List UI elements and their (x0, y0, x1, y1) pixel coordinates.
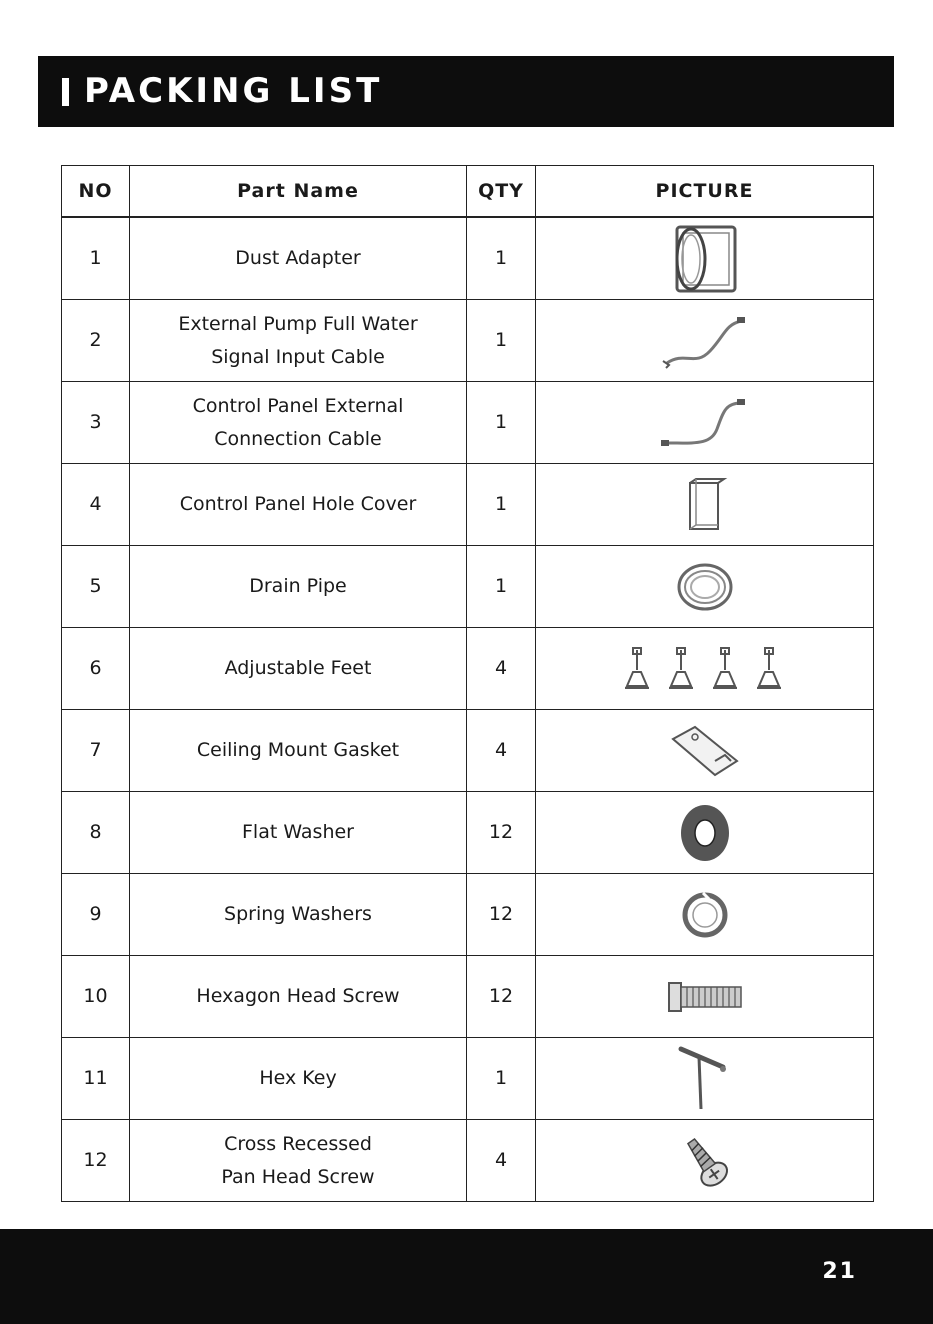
part-number: 10 (62, 956, 130, 1038)
table-row (62, 956, 874, 1038)
page-footer (0, 1229, 933, 1324)
table-header-row (62, 166, 874, 218)
part-number: 9 (62, 874, 130, 956)
part-quantity: 12 (467, 956, 536, 1038)
table-row (62, 628, 874, 710)
part-name-line: Control Panel Hole Cover (179, 493, 417, 515)
part-name (130, 628, 467, 710)
packing-list-table (61, 165, 874, 1202)
part-name (130, 792, 467, 874)
part-quantity: 12 (467, 792, 536, 874)
part-name-line: Ceiling Mount Gasket (196, 739, 400, 761)
table-row (62, 464, 874, 546)
pan-head-screw-icon (536, 1129, 873, 1193)
signal-cable-icon (536, 311, 873, 371)
part-number: 4 (62, 464, 130, 546)
part-quantity: 1 (467, 546, 536, 628)
part-name-line: Pan Head Screw (221, 1165, 375, 1188)
table-row (62, 1038, 874, 1120)
part-picture (536, 628, 874, 710)
part-quantity: 1 (467, 382, 536, 464)
part-number: 6 (62, 628, 130, 710)
hex-screw-icon (536, 975, 873, 1019)
part-number: 2 (62, 300, 130, 382)
column-header-part-name: Part Name (130, 166, 467, 218)
part-name (130, 956, 467, 1038)
part-picture (536, 1038, 874, 1120)
part-quantity: 1 (467, 464, 536, 546)
part-quantity: 4 (467, 710, 536, 792)
part-name-line: Signal Input Cable (211, 345, 385, 368)
table-row (62, 217, 874, 300)
part-picture (536, 382, 874, 464)
part-name-line: Spring Washers (224, 903, 372, 925)
part-number: 1 (62, 217, 130, 300)
spring-washer-icon (536, 889, 873, 941)
part-quantity: 12 (467, 874, 536, 956)
part-name (130, 1038, 467, 1120)
table-row (62, 874, 874, 956)
part-picture (536, 710, 874, 792)
part-name-line: Flat Washer (242, 821, 354, 843)
table-row (62, 792, 874, 874)
dust-adapter-icon (536, 221, 873, 297)
part-name (130, 382, 467, 464)
part-name-line: Hex Key (259, 1067, 337, 1089)
part-name (130, 710, 467, 792)
part-name-line: Connection Cable (214, 427, 382, 450)
part-number: 11 (62, 1038, 130, 1120)
page-title: PACKING LIST (84, 71, 383, 111)
part-quantity: 1 (467, 217, 536, 300)
drain-pipe-icon (536, 557, 873, 617)
part-name-line: Control Panel External (192, 394, 404, 417)
part-number: 5 (62, 546, 130, 628)
mount-gasket-icon (536, 721, 873, 781)
part-picture (536, 300, 874, 382)
part-number: 12 (62, 1120, 130, 1202)
part-number: 3 (62, 382, 130, 464)
table-row (62, 300, 874, 382)
part-number: 7 (62, 710, 130, 792)
part-name (130, 1120, 467, 1202)
part-name (130, 874, 467, 956)
part-name-line: Hexagon Head Screw (196, 985, 400, 1007)
part-picture (536, 464, 874, 546)
table-row (62, 1120, 874, 1202)
part-name (130, 217, 467, 300)
page-header (38, 56, 894, 127)
part-picture (536, 874, 874, 956)
part-name (130, 300, 467, 382)
column-header-picture: PICTURE (536, 166, 874, 218)
part-quantity: 4 (467, 628, 536, 710)
column-header-no: NO (62, 166, 130, 218)
part-name-line: Adjustable Feet (224, 657, 372, 679)
part-name-line: Drain Pipe (249, 575, 347, 597)
column-header-qty: QTY (467, 166, 536, 218)
page-number: 21 (822, 1259, 857, 1284)
part-name-line: Cross Recessed (224, 1132, 372, 1155)
table-row (62, 546, 874, 628)
hole-cover-icon (536, 475, 873, 535)
part-quantity: 1 (467, 1038, 536, 1120)
part-picture (536, 956, 874, 1038)
header-accent-mark (62, 78, 69, 106)
adjustable-feet-icon (536, 644, 873, 694)
part-picture (536, 1120, 874, 1202)
table-row (62, 382, 874, 464)
part-name-line: External Pump Full Water (178, 312, 418, 335)
part-number: 8 (62, 792, 130, 874)
part-quantity: 1 (467, 300, 536, 382)
flat-washer-icon (536, 801, 873, 865)
part-picture (536, 792, 874, 874)
part-name (130, 464, 467, 546)
part-picture (536, 217, 874, 300)
part-picture (536, 546, 874, 628)
part-quantity: 4 (467, 1120, 536, 1202)
table-row (62, 710, 874, 792)
part-name-line: Dust Adapter (235, 247, 361, 269)
part-name (130, 546, 467, 628)
connection-cable-icon (536, 393, 873, 453)
hex-key-icon (536, 1043, 873, 1115)
